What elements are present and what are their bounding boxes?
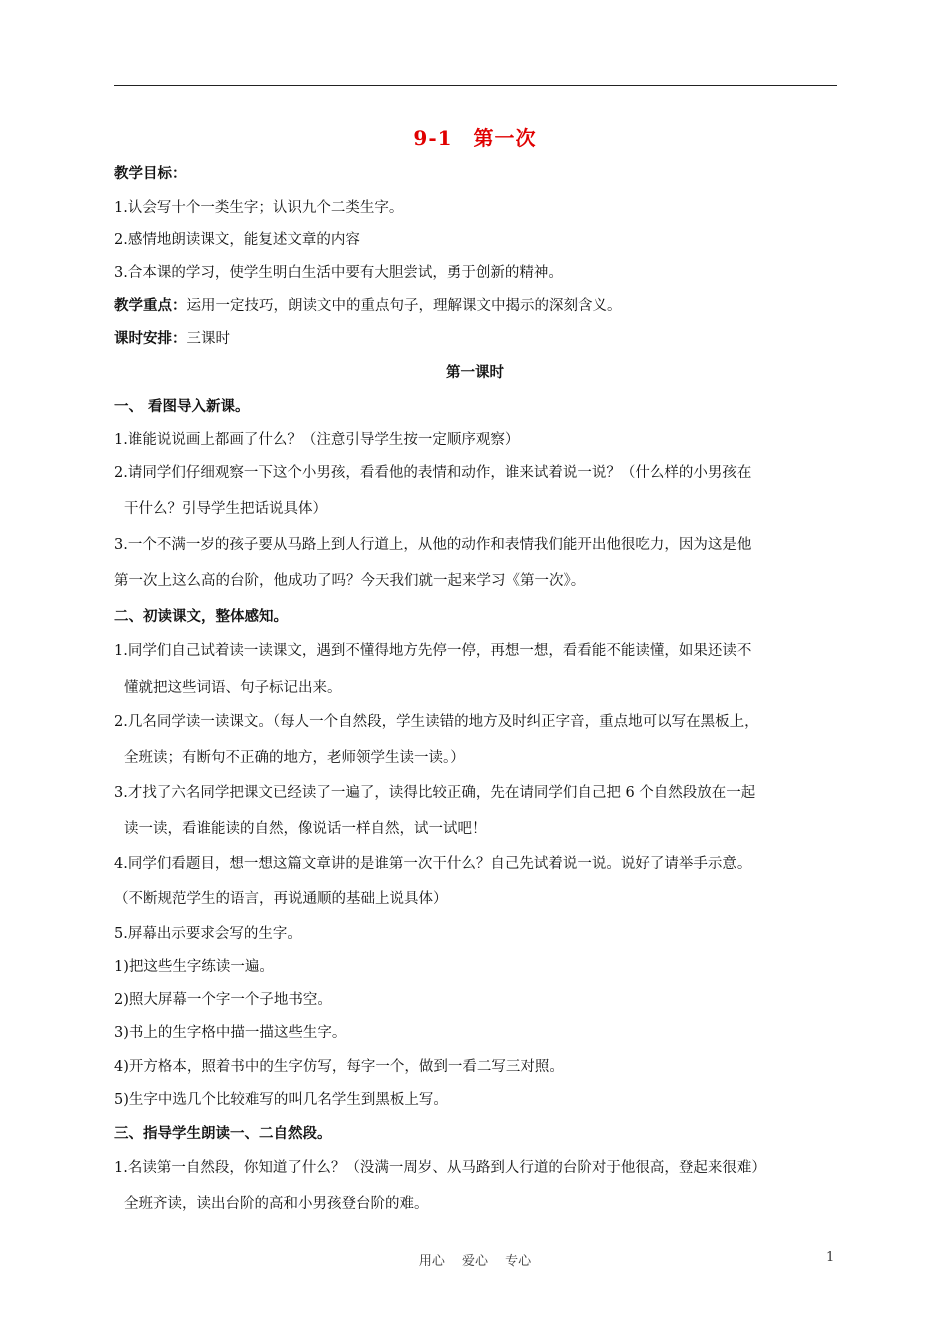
- schedule-label: 课时安排：: [114, 330, 187, 347]
- section2-line: 5)生字中选几个比较难写的叫几名学生到黑板上写。: [114, 1092, 448, 1108]
- section3-heading: 三、指导学生朗读一、二自然段。: [114, 1125, 332, 1142]
- section2-line: （不断规范学生的语言，再说通顺的基础上说具体）: [114, 891, 448, 907]
- objectives-label: 教学目标：: [114, 165, 187, 182]
- objective-item: 1.认会写十个一类生字；认识九个二类生字。: [114, 200, 404, 216]
- section2-line: 懂就把这些词语、句子标记出来。: [124, 680, 342, 696]
- section1-line: 1.谁能说说画上都画了什么？（注意引导学生按一定顺序观察）: [114, 432, 520, 448]
- section2-line: 2.几名同学读一读课文。（每人一个自然段，学生读错的地方及时纠正字音，重点地可以写在黑板上，: [114, 714, 759, 730]
- section2-line: 读一读，看谁能读的自然，像说话一样自然，试一试吧！: [124, 821, 487, 837]
- page-title: 9-1 第一次: [413, 126, 537, 150]
- lesson-heading: 第一课时: [446, 364, 504, 381]
- section1-line: 第一次上这么高的台阶，他成功了吗？今天我们就一起来学习《第一次》。: [114, 573, 586, 589]
- header-rule: [114, 85, 837, 86]
- footer-text: 用心 爱心 专心: [418, 1254, 532, 1269]
- section2-line: 4)开方格本，照着书中的生字仿写，每字一个，做到一看二写三对照。: [114, 1059, 564, 1075]
- section2-line: 2)照大屏幕一个字一个子地书空。: [114, 992, 332, 1008]
- section1-heading: 一、 看图导入新课。: [114, 398, 250, 415]
- section1-line: 3.一个不满一岁的孩子要从马路上到人行道上，从他的动作和表情我们能开出他很吃力，因为这是他: [114, 537, 752, 553]
- section1-line: 干什么？引导学生把话说具体）: [124, 501, 327, 517]
- section2-line: 1)把这些生字练读一遍。: [114, 959, 274, 975]
- section2-line: 3.才找了六名同学把课文已经读了一遍了，读得比较正确，先在请同学们自己把 6 个自然段放在一起: [114, 785, 756, 801]
- section2-line: 5.屏幕出示要求会写的生字。: [114, 926, 302, 942]
- schedule-text: 三课时: [186, 331, 230, 347]
- schedule-line: [114, 329, 230, 349]
- focus-text: 运用一定技巧，朗读文中的重点句子，理解课文中揭示的深刻含义。: [186, 298, 622, 314]
- objective-item: 3.合本课的学习，使学生明白生活中要有大胆尝试，勇于创新的精神。: [114, 265, 563, 281]
- page-number: 1: [826, 1250, 835, 1265]
- section3-line: 1.名读第一自然段，你知道了什么？（没满一周岁、从马路到人行道的台阶对于他很高，登起来很难）: [114, 1160, 766, 1176]
- section3-line: 全班齐读，读出台阶的高和小男孩登台阶的难。: [124, 1196, 429, 1212]
- section2-line: 全班读；有断句不正确的地方，老师领学生读一读。）: [124, 750, 465, 766]
- focus-line: [114, 296, 622, 316]
- focus-label: 教学重点：: [114, 297, 187, 314]
- section2-line: 1.同学们自己试着读一读课文，遇到不懂得地方先停一停，再想一想，看看能不能读懂，如果还读不: [114, 643, 752, 659]
- section2-line: 4.同学们看题目，想一想这篇文章讲的是谁第一次干什么？自己先试着说一说。说好了请举手示意。: [114, 856, 752, 872]
- section2-heading: 二、初读课文，整体感知。: [114, 608, 288, 625]
- objective-item: 2.感情地朗读课文，能复述文章的内容: [114, 232, 360, 248]
- section2-line: 3)书上的生字格中描一描这些生字。: [114, 1025, 347, 1041]
- section1-line: 2.请同学们仔细观察一下这个小男孩，看看他的表情和动作，谁来试着说一说？（什么样的小男孩在: [114, 465, 752, 481]
